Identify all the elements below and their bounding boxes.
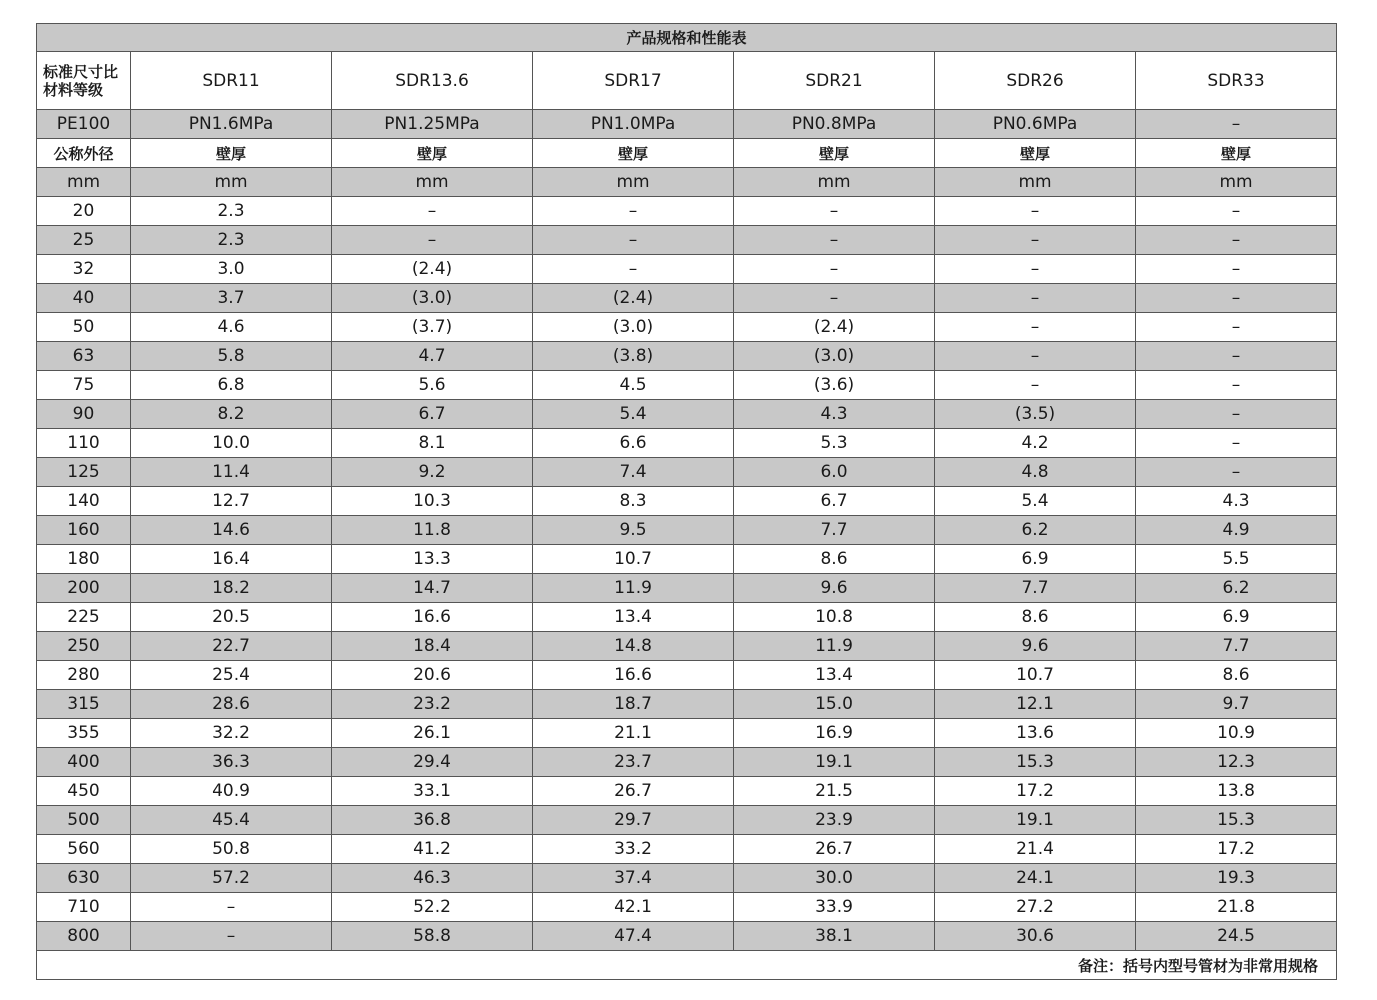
wall-thickness-cell: 9.2	[332, 458, 533, 487]
wall-thickness-cell: 16.6	[332, 603, 533, 632]
wall-thickness-cell: –	[332, 226, 533, 255]
wall-thickness-cell: 21.8	[1136, 893, 1337, 922]
wall-thickness-cell: 8.6	[1136, 661, 1337, 690]
wall-thickness-cell: 12.3	[1136, 748, 1337, 777]
wall-thickness-cell: 6.7	[332, 400, 533, 429]
wall-thickness-cell: –	[1136, 400, 1337, 429]
wall-thickness-cell: 12.1	[935, 690, 1136, 719]
wall-thickness-cell: (3.7)	[332, 313, 533, 342]
wall-thickness-cell: 5.3	[734, 429, 935, 458]
wall-thickness-cell: 10.8	[734, 603, 935, 632]
wall-thickness-cell: 19.1	[935, 806, 1136, 835]
table-row	[37, 400, 1337, 429]
wall-thickness-cell: (3.6)	[734, 371, 935, 400]
table-row	[37, 516, 1337, 545]
wall-thickness-cell: 33.2	[533, 835, 734, 864]
wall-thickness-cell: 57.2	[131, 864, 332, 893]
wall-thickness-cell: 4.5	[533, 371, 734, 400]
table-row	[37, 226, 1337, 255]
table-row	[37, 690, 1337, 719]
wall-thickness-cell: 10.7	[533, 545, 734, 574]
sdr-header: SDR13.6	[332, 52, 533, 110]
outer-diameter-cell: 75	[37, 371, 131, 400]
wall-thickness-cell: 14.7	[332, 574, 533, 603]
table-row	[37, 545, 1337, 574]
wall-thickness-cell: (3.8)	[533, 342, 734, 371]
wall-thickness-cell: 10.9	[1136, 719, 1337, 748]
sdr-header-row	[37, 52, 1337, 110]
wall-thickness-cell: 4.9	[1136, 516, 1337, 545]
wall-label: 壁厚	[131, 139, 332, 168]
wall-thickness-cell: 6.6	[533, 429, 734, 458]
wall-thickness-cell: 47.4	[533, 922, 734, 951]
wall-thickness-cell: 17.2	[1136, 835, 1337, 864]
wall-thickness-cell: 16.9	[734, 719, 935, 748]
wall-thickness-cell: 23.9	[734, 806, 935, 835]
table-row	[37, 748, 1337, 777]
wall-thickness-cell: –	[1136, 255, 1337, 284]
sdr-header: SDR33	[1136, 52, 1337, 110]
wall-thickness-cell: 7.7	[1136, 632, 1337, 661]
table-row	[37, 284, 1337, 313]
wall-thickness-cell: 15.0	[734, 690, 935, 719]
outer-diameter-cell: 225	[37, 603, 131, 632]
wall-thickness-cell: –	[131, 922, 332, 951]
outer-diameter-cell: 450	[37, 777, 131, 806]
wall-thickness-cell: –	[935, 255, 1136, 284]
footnote: 备注：括号内型号管材为非常用规格	[37, 951, 1337, 980]
wall-label: 壁厚	[1136, 139, 1337, 168]
spec-sheet	[36, 23, 1336, 980]
table-row	[37, 197, 1337, 226]
outer-diameter-cell: 710	[37, 893, 131, 922]
wall-thickness-cell: 33.9	[734, 893, 935, 922]
table-row	[37, 835, 1337, 864]
wall-thickness-cell: 23.7	[533, 748, 734, 777]
spec-table	[36, 23, 1337, 980]
outer-diameter-cell: 250	[37, 632, 131, 661]
wall-thickness-cell: 13.8	[1136, 777, 1337, 806]
wall-label: 壁厚	[935, 139, 1136, 168]
wall-thickness-cell: –	[935, 371, 1136, 400]
wall-thickness-cell: 10.0	[131, 429, 332, 458]
wall-thickness-cell: 13.6	[935, 719, 1136, 748]
outer-diameter-cell: 315	[37, 690, 131, 719]
table-row	[37, 893, 1337, 922]
unit-cell: mm	[332, 168, 533, 197]
wall-thickness-cell: 5.4	[935, 487, 1136, 516]
outer-diameter-cell: 160	[37, 516, 131, 545]
table-row	[37, 806, 1337, 835]
diameter-label: 公称外径	[37, 139, 131, 168]
wall-thickness-cell: 36.3	[131, 748, 332, 777]
wall-thickness-cell: 9.7	[1136, 690, 1337, 719]
pressure-rating: PN1.6MPa	[131, 110, 332, 139]
title-row	[37, 24, 1337, 52]
wall-thickness-cell: 8.3	[533, 487, 734, 516]
wall-thickness-cell: –	[1136, 197, 1337, 226]
wall-thickness-cell: 26.7	[533, 777, 734, 806]
pressure-rating: –	[1136, 110, 1337, 139]
table-row	[37, 574, 1337, 603]
wall-thickness-cell: 4.3	[734, 400, 935, 429]
corner-label-line1: 标准尺寸比	[43, 62, 119, 81]
unit-cell: mm	[1136, 168, 1337, 197]
wall-thickness-cell: 5.5	[1136, 545, 1337, 574]
outer-diameter-cell: 800	[37, 922, 131, 951]
wall-thickness-cell: 58.8	[332, 922, 533, 951]
outer-diameter-cell: 125	[37, 458, 131, 487]
wall-thickness-cell: 4.2	[935, 429, 1136, 458]
wall-thickness-cell: (3.0)	[332, 284, 533, 313]
wall-thickness-cell: 6.8	[131, 371, 332, 400]
wall-thickness-cell: 11.4	[131, 458, 332, 487]
wall-thickness-cell: 27.2	[935, 893, 1136, 922]
wall-thickness-cell: 11.9	[533, 574, 734, 603]
wall-thickness-cell: 14.6	[131, 516, 332, 545]
wall-thickness-cell: 6.2	[935, 516, 1136, 545]
wall-thickness-cell: 5.4	[533, 400, 734, 429]
wall-thickness-cell: 4.8	[935, 458, 1136, 487]
table-row	[37, 603, 1337, 632]
table-row	[37, 719, 1337, 748]
wall-thickness-cell: –	[935, 342, 1136, 371]
wall-thickness-cell: 15.3	[1136, 806, 1337, 835]
wall-label: 壁厚	[734, 139, 935, 168]
note-row	[37, 951, 1337, 980]
wall-thickness-cell: 9.5	[533, 516, 734, 545]
outer-diameter-cell: 500	[37, 806, 131, 835]
wall-thickness-cell: –	[734, 197, 935, 226]
table-row	[37, 255, 1337, 284]
wall-thickness-cell: 42.1	[533, 893, 734, 922]
outer-diameter-cell: 560	[37, 835, 131, 864]
wall-thickness-cell: 20.6	[332, 661, 533, 690]
wall-thickness-cell: 37.4	[533, 864, 734, 893]
wall-thickness-cell: –	[935, 197, 1136, 226]
wall-thickness-cell: 6.9	[935, 545, 1136, 574]
wall-thickness-cell: 50.8	[131, 835, 332, 864]
wall-thickness-cell: (2.4)	[533, 284, 734, 313]
wall-thickness-cell: 32.2	[131, 719, 332, 748]
wall-thickness-cell: 3.7	[131, 284, 332, 313]
wall-thickness-cell: 8.6	[734, 545, 935, 574]
wall-thickness-cell: 25.4	[131, 661, 332, 690]
outer-diameter-cell: 32	[37, 255, 131, 284]
outer-diameter-cell: 63	[37, 342, 131, 371]
wall-thickness-cell: –	[533, 226, 734, 255]
wall-thickness-cell: 21.5	[734, 777, 935, 806]
outer-diameter-cell: 140	[37, 487, 131, 516]
wall-thickness-cell: 4.3	[1136, 487, 1337, 516]
outer-diameter-cell: 50	[37, 313, 131, 342]
wall-thickness-cell: 9.6	[734, 574, 935, 603]
unit-cell: mm	[734, 168, 935, 197]
wall-thickness-cell: 16.6	[533, 661, 734, 690]
wall-thickness-cell: 21.4	[935, 835, 1136, 864]
outer-diameter-cell: 180	[37, 545, 131, 574]
wall-thickness-cell: (2.4)	[332, 255, 533, 284]
wall-thickness-cell: –	[734, 226, 935, 255]
wall-thickness-cell: 13.4	[734, 661, 935, 690]
wall-thickness-cell: –	[533, 197, 734, 226]
wall-thickness-cell: 45.4	[131, 806, 332, 835]
wall-thickness-cell: 26.7	[734, 835, 935, 864]
outer-diameter-cell: 90	[37, 400, 131, 429]
wall-thickness-cell: 18.2	[131, 574, 332, 603]
outer-diameter-cell: 20	[37, 197, 131, 226]
wall-thickness-cell: –	[734, 284, 935, 313]
wall-thickness-cell: –	[1136, 371, 1337, 400]
wall-thickness-cell: –	[1136, 313, 1337, 342]
wall-thickness-cell: 4.6	[131, 313, 332, 342]
wall-thickness-cell: –	[935, 284, 1136, 313]
wall-thickness-cell: 8.1	[332, 429, 533, 458]
wall-thickness-cell: 20.5	[131, 603, 332, 632]
wall-thickness-cell: 30.0	[734, 864, 935, 893]
wall-thickness-cell: 9.6	[935, 632, 1136, 661]
wall-thickness-cell: 13.3	[332, 545, 533, 574]
label-row	[37, 139, 1337, 168]
outer-diameter-cell: 355	[37, 719, 131, 748]
wall-thickness-cell: –	[1136, 226, 1337, 255]
wall-thickness-cell: (2.4)	[734, 313, 935, 342]
wall-thickness-cell: 26.1	[332, 719, 533, 748]
wall-thickness-cell: 24.5	[1136, 922, 1337, 951]
outer-diameter-cell: 200	[37, 574, 131, 603]
table-row	[37, 487, 1337, 516]
wall-thickness-cell: 36.8	[332, 806, 533, 835]
wall-thickness-cell: 19.1	[734, 748, 935, 777]
wall-thickness-cell: (3.0)	[533, 313, 734, 342]
corner-label-line2: 材料等级	[43, 80, 104, 99]
sdr-header: SDR17	[533, 52, 734, 110]
pressure-rating: PN0.8MPa	[734, 110, 935, 139]
wall-thickness-cell: 17.2	[935, 777, 1136, 806]
wall-label: 壁厚	[332, 139, 533, 168]
outer-diameter-cell: 400	[37, 748, 131, 777]
wall-thickness-cell: –	[131, 893, 332, 922]
wall-thickness-cell: 2.3	[131, 197, 332, 226]
wall-thickness-cell: –	[935, 226, 1136, 255]
wall-thickness-cell: 2.3	[131, 226, 332, 255]
wall-thickness-cell: 6.9	[1136, 603, 1337, 632]
wall-thickness-cell: 6.2	[1136, 574, 1337, 603]
table-row	[37, 922, 1337, 951]
wall-thickness-cell: 5.8	[131, 342, 332, 371]
wall-thickness-cell: 6.0	[734, 458, 935, 487]
wall-thickness-cell: 29.4	[332, 748, 533, 777]
wall-thickness-cell: 41.2	[332, 835, 533, 864]
wall-thickness-cell: 11.9	[734, 632, 935, 661]
wall-thickness-cell: 22.7	[131, 632, 332, 661]
wall-thickness-cell: 29.7	[533, 806, 734, 835]
wall-thickness-cell: 23.2	[332, 690, 533, 719]
corner-label	[37, 52, 131, 110]
wall-thickness-cell: –	[533, 255, 734, 284]
pressure-row	[37, 110, 1337, 139]
sdr-header: SDR21	[734, 52, 935, 110]
wall-thickness-cell: (3.0)	[734, 342, 935, 371]
wall-thickness-cell: 19.3	[1136, 864, 1337, 893]
wall-thickness-cell: 11.8	[332, 516, 533, 545]
table-row	[37, 429, 1337, 458]
table-row	[37, 313, 1337, 342]
wall-label: 壁厚	[533, 139, 734, 168]
wall-thickness-cell: 10.3	[332, 487, 533, 516]
table-row	[37, 342, 1337, 371]
wall-thickness-cell: –	[1136, 342, 1337, 371]
wall-thickness-cell: 28.6	[131, 690, 332, 719]
outer-diameter-cell: 630	[37, 864, 131, 893]
wall-thickness-cell: –	[1136, 458, 1337, 487]
sdr-header: SDR11	[131, 52, 332, 110]
outer-diameter-cell: 25	[37, 226, 131, 255]
wall-thickness-cell: 10.7	[935, 661, 1136, 690]
wall-thickness-cell: 18.7	[533, 690, 734, 719]
wall-thickness-cell: (3.5)	[935, 400, 1136, 429]
wall-thickness-cell: 21.1	[533, 719, 734, 748]
wall-thickness-cell: 24.1	[935, 864, 1136, 893]
material-grade: PE100	[37, 110, 131, 139]
wall-thickness-cell: 13.4	[533, 603, 734, 632]
wall-thickness-cell: 46.3	[332, 864, 533, 893]
sdr-header: SDR26	[935, 52, 1136, 110]
table-title: 产品规格和性能表	[37, 24, 1337, 52]
table-row	[37, 632, 1337, 661]
unit-cell: mm	[935, 168, 1136, 197]
wall-thickness-cell: 18.4	[332, 632, 533, 661]
wall-thickness-cell: 8.6	[935, 603, 1136, 632]
wall-thickness-cell: 30.6	[935, 922, 1136, 951]
wall-thickness-cell: 16.4	[131, 545, 332, 574]
wall-thickness-cell: 40.9	[131, 777, 332, 806]
wall-thickness-cell: 7.7	[935, 574, 1136, 603]
wall-thickness-cell: 3.0	[131, 255, 332, 284]
wall-thickness-cell: –	[1136, 284, 1337, 313]
wall-thickness-cell: 33.1	[332, 777, 533, 806]
wall-thickness-cell: 5.6	[332, 371, 533, 400]
wall-thickness-cell: 12.7	[131, 487, 332, 516]
unit-cell: mm	[533, 168, 734, 197]
wall-thickness-cell: 6.7	[734, 487, 935, 516]
pressure-rating: PN0.6MPa	[935, 110, 1136, 139]
pressure-rating: PN1.0MPa	[533, 110, 734, 139]
wall-thickness-cell: –	[935, 313, 1136, 342]
outer-diameter-cell: 40	[37, 284, 131, 313]
table-row	[37, 458, 1337, 487]
unit-cell: mm	[37, 168, 131, 197]
wall-thickness-cell: 38.1	[734, 922, 935, 951]
wall-thickness-cell: 4.7	[332, 342, 533, 371]
wall-thickness-cell: –	[332, 197, 533, 226]
unit-row	[37, 168, 1337, 197]
wall-thickness-cell: 8.2	[131, 400, 332, 429]
table-row	[37, 777, 1337, 806]
wall-thickness-cell: –	[1136, 429, 1337, 458]
wall-thickness-cell: 52.2	[332, 893, 533, 922]
wall-thickness-cell: –	[734, 255, 935, 284]
table-row	[37, 661, 1337, 690]
outer-diameter-cell: 280	[37, 661, 131, 690]
table-row	[37, 864, 1337, 893]
wall-thickness-cell: 7.7	[734, 516, 935, 545]
wall-thickness-cell: 7.4	[533, 458, 734, 487]
wall-thickness-cell: 14.8	[533, 632, 734, 661]
wall-thickness-cell: 15.3	[935, 748, 1136, 777]
pressure-rating: PN1.25MPa	[332, 110, 533, 139]
table-row	[37, 371, 1337, 400]
unit-cell: mm	[131, 168, 332, 197]
outer-diameter-cell: 110	[37, 429, 131, 458]
